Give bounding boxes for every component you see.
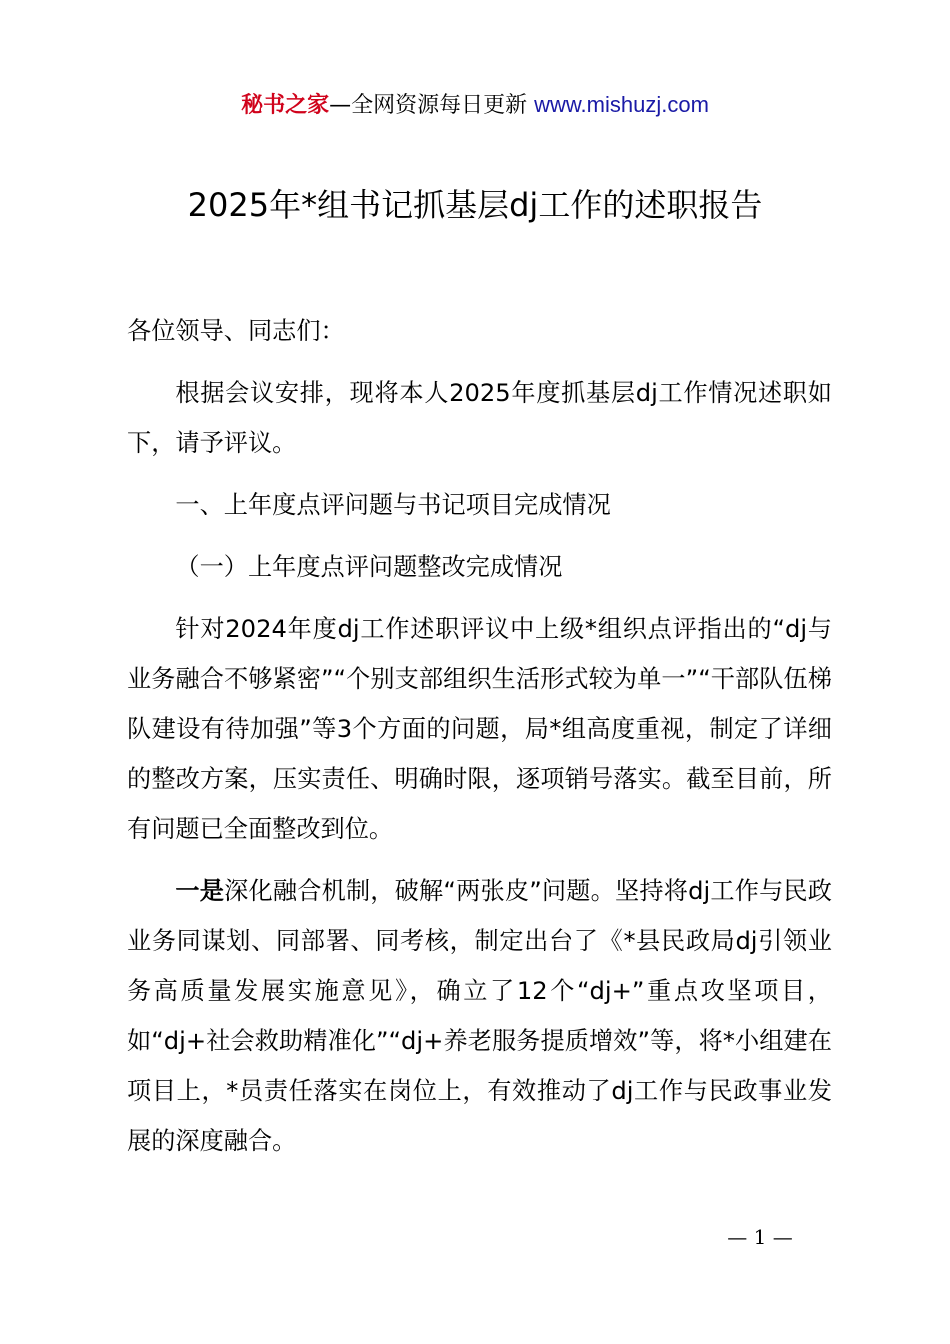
section-heading-1: 一、上年度点评问题与书记项目完成情况 — [175, 491, 611, 519]
greeting: 各位领导、同志们： — [127, 317, 345, 345]
subsection-heading-1: （一）上年度点评问题整改完成情况 — [175, 553, 563, 581]
site-banner — [0, 88, 950, 123]
paragraph-lead: 一是 — [175, 877, 225, 905]
paragraph-body: 深化融合机制，破解“两张皮”问题。坚持将dj工作与民政业务同谋划、同部署、同考核，制定出台了《*县民政局dj引领业务高质量发展实施意见》，确立了12个“dj+”重点攻坚项目，如“dj+社会救助精准化”“dj+养老服务提质增效”等，将*小组建在项目上，*员责任落实在岗位上，有效推动了dj工作与民政事业发展的深度融合。 — [127, 877, 832, 1155]
site-name: 秘书之家 — [241, 93, 330, 118]
page-number: — 1 — — [727, 1225, 793, 1249]
intro-paragraph: 根据会议安排，现将本人2025年度抓基层dj工作情况述职如下，请予评议。 — [127, 379, 832, 457]
site-slogan: —全网资源每日更新 — [329, 93, 535, 118]
site-url-link[interactable]: www.mishuzj.com — [534, 92, 709, 117]
integration-paragraph — [127, 866, 832, 1166]
document-title: 2025年*组书记抓基层dj工作的述职报告 — [187, 186, 763, 224]
rectification-paragraph: 针对2024年度dj工作述职评议中上级*组织点评指出的“dj与业务融合不够紧密”“个别支部组织生活形式较为单一”“干部队伍梯队建设有待加强”等3个方面的问题，局*组高度重视，制定了详细的整改方案，压实责任、明确时限，逐项销号落实。截至目前，所有问题已全面整改到位。 — [127, 615, 832, 843]
